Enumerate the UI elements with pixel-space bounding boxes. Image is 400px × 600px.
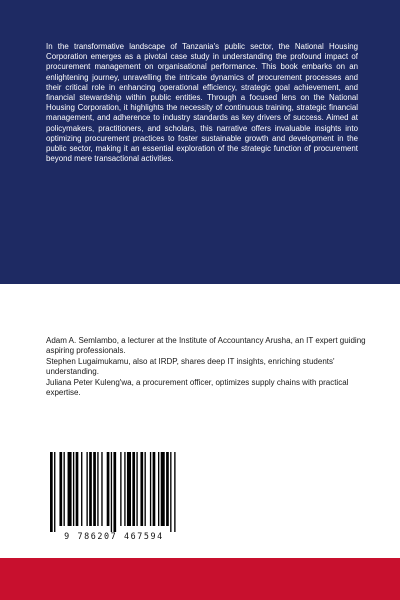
author-bio-2: Stephen Lugaimukamu, also at IRDP, shares deep IT insights, enriching students' understanding. bbox=[46, 356, 335, 377]
barcode-bars bbox=[46, 452, 182, 532]
barcode-bar bbox=[166, 452, 169, 526]
barcode-bar bbox=[140, 452, 143, 526]
barcode-bar bbox=[73, 452, 74, 526]
bottom-color-band bbox=[0, 558, 400, 600]
barcode-bar bbox=[89, 452, 92, 526]
barcode-bar bbox=[86, 452, 87, 526]
barcode-bar bbox=[132, 452, 135, 526]
barcode-bar bbox=[136, 452, 137, 526]
barcode-bar bbox=[81, 452, 82, 526]
barcode-bar bbox=[124, 452, 125, 526]
barcode-bar bbox=[120, 452, 121, 526]
barcode-bar bbox=[113, 452, 116, 532]
barcode-bar bbox=[97, 452, 98, 526]
barcode-bar bbox=[145, 452, 146, 526]
barcode-bar bbox=[170, 452, 171, 532]
barcode-bar bbox=[153, 452, 156, 526]
barcode-bar bbox=[127, 452, 131, 526]
barcode-bar bbox=[68, 452, 72, 526]
barcode-bar bbox=[174, 452, 175, 532]
author-bio-3: Juliana Peter Kuleng'wa, a procurement officer, optimizes supply chains with practical expertise. bbox=[46, 377, 349, 398]
barcode-bar bbox=[64, 452, 65, 526]
barcode-bar bbox=[111, 452, 112, 532]
barcode-bar bbox=[54, 452, 55, 532]
isbn-barcode bbox=[46, 452, 182, 544]
isbn-number: 9 786207 467594 bbox=[64, 531, 164, 541]
barcode-bar bbox=[76, 452, 79, 526]
barcode-bar bbox=[93, 452, 96, 526]
barcode-bar bbox=[50, 452, 53, 532]
blurb-panel bbox=[0, 0, 400, 284]
barcode-bar bbox=[101, 452, 102, 526]
barcode-bar bbox=[59, 452, 62, 526]
barcode-bar bbox=[161, 452, 165, 526]
barcode-bar bbox=[158, 452, 159, 526]
author-bio-1: Adam A. Semlambo, a lecturer at the Institute of Accountancy Arusha, an IT expert guiding aspiring professionals. bbox=[46, 336, 366, 356]
barcode-bar bbox=[150, 452, 151, 526]
book-description: In the transformative landscape of Tanzania's public sector, the National Housing Corporation emerges as a pivotal case study in understanding the profound impact of procurement management on organisational performance. This book embarks on an enlightening journey, unravelling the intricate dynamics of procurement processes and their critical role in enhancing operational efficiency, strategic goal achievement, and financial stewardship within public entities. Through a focused lens on the National Housing Corporation, it highlights the necessity of continuous training, strategic financial management, and adherence to industry standards as key drivers of success. Aimed at policymakers, practitioners, and scholars, this narrative offers invaluable insights into optimizing procurement practices to foster sustainable growth and development in the public sector, making it an essential exploration of the strategic function of procurement beyond mere transactional activities. bbox=[46, 42, 358, 164]
barcode-bar bbox=[107, 452, 110, 526]
author-bios bbox=[46, 336, 366, 398]
